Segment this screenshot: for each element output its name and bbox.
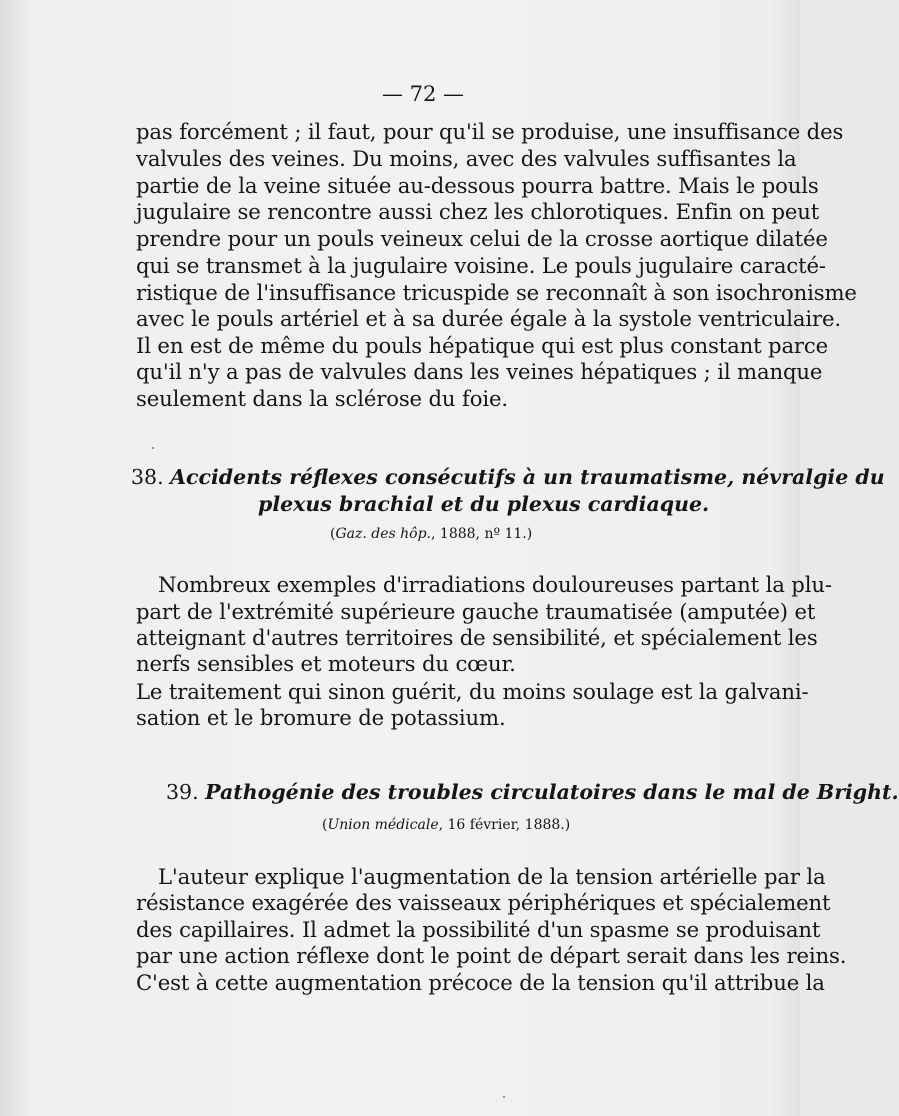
text-line: qu'il n'y a pas de valvules dans les veines hépatiques ; il manque [136,359,823,384]
source-journal: Union médicale [327,817,439,833]
text-line: prendre pour un pouls veineux celui de la crosse aortique dilatée [136,226,828,251]
source-details: , 1888, nº 11.) [431,526,533,542]
source-paren: ( [322,817,328,833]
section-title-line: Accidents réflexes consécutifs à un traumatisme, névralgie du [170,465,885,489]
section-number: 39. [166,780,199,804]
text-line: des capillaires. Il admet la possibilité d'un spasme se produisant [136,917,821,942]
text-line: sation et le bromure de potassium. [136,705,506,730]
text-line: ristique de l'insuffisance tricuspide se reconnaît à son isochronisme [136,280,857,305]
text-line: nerfs sensibles et moteurs du cœur. [136,651,516,676]
text-line: Le traitement qui sinon guérit, du moins soulage est la galvani- [136,679,809,704]
source-details: , 16 février, 1888.) [438,817,571,833]
section-number: 38. [131,465,164,489]
text-line: seulement dans la sclérose du foie. [136,386,508,411]
text-line: L'auteur explique l'augmentation de la tension artérielle par la [158,864,826,889]
text-line: Il en est de même du pouls hépatique qui est plus constant parce [136,333,829,358]
section-38-title [131,464,885,490]
text-line: jugulaire se rencontre aussi chez les chlorotiques. Enfin on peut [136,199,820,224]
section-38-title-cont [258,491,709,517]
text-line: part de l'extrémité supérieure gauche traumatisée (amputée) et [136,599,816,624]
source-paren: ( [330,526,336,542]
text-line: partie de la veine située au-dessous pourra battre. Mais le pouls [136,173,819,198]
section-title-line: Pathogénie des troubles circulatoires dans le mal de Bright. [205,780,899,804]
scan-speck [152,447,154,449]
scan-speck [503,1096,505,1098]
text-line: Nombreux exemples d'irradiations douloureuses partant la plu- [158,572,832,597]
text-line: atteignant d'autres territoires de sensibilité, et spécialement les [136,625,818,650]
section-39-title [166,779,899,805]
text-line: qui se transmet à la jugulaire voisine. Le pouls jugulaire caracté- [136,253,826,278]
section-38-source [330,524,532,544]
page-number: — 72 — [381,82,465,106]
text-line: pas forcément ; il faut, pour qu'il se produise, une insuffisance des [136,119,844,144]
text-line: valvules des veines. Du moins, avec des valvules suffisantes la [136,146,797,171]
text-line: C'est à cette augmentation précoce de la tension qu'il attribue la [136,970,825,995]
text-line: résistance exagérée des vaisseaux périphériques et spécialement [136,890,831,915]
section-title-line: plexus brachial et du plexus cardiaque. [258,492,710,516]
text-line: par une action réflexe dont le point de départ serait dans les reins. [136,943,847,968]
source-journal: Gaz. des hôp. [335,526,432,542]
text-line: avec le pouls artériel et à sa durée égale à la systole ventriculaire. [136,306,841,331]
section-39-source [322,815,570,835]
